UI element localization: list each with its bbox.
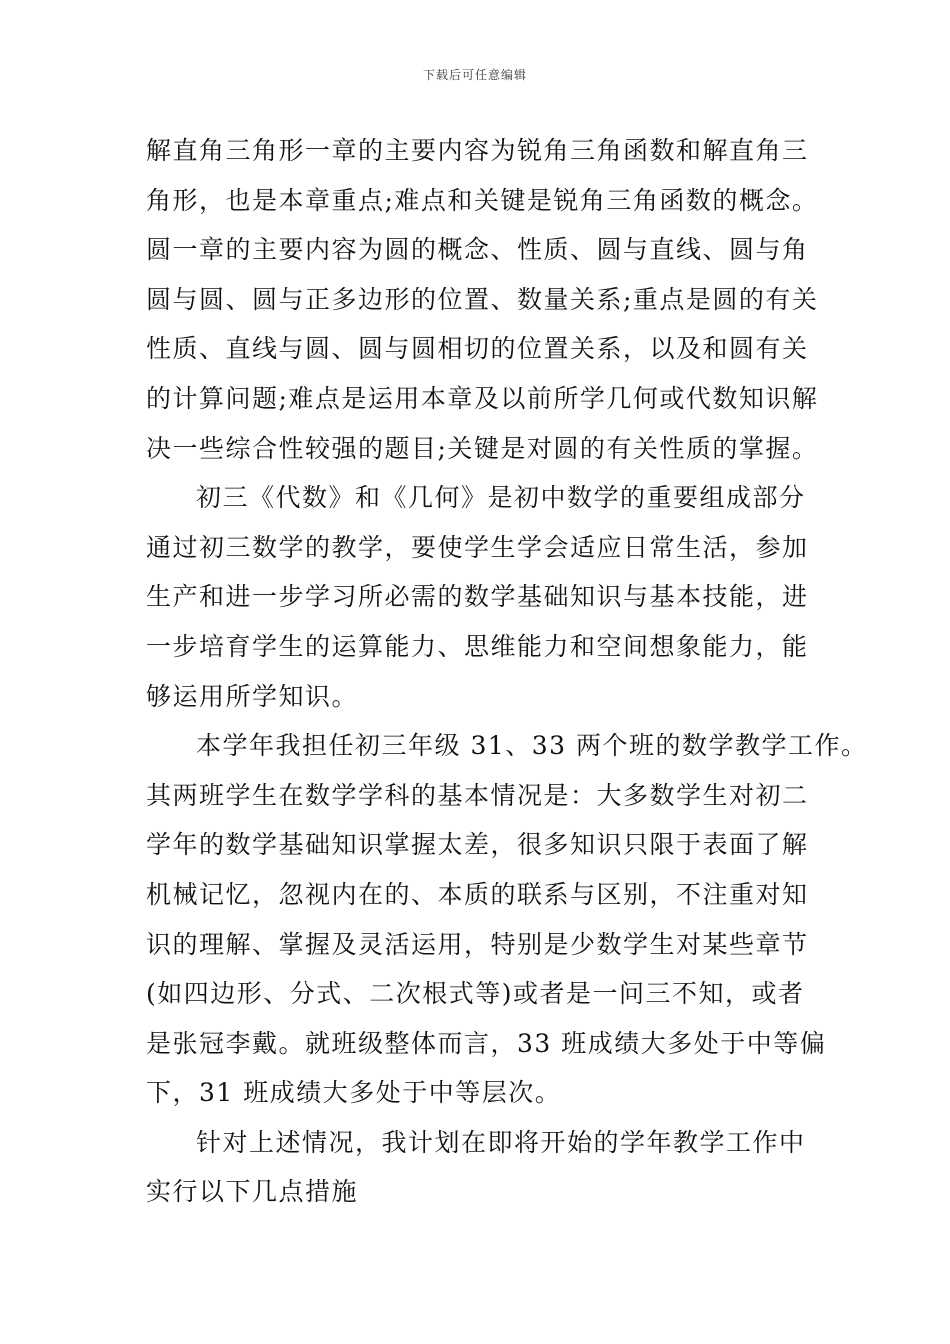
text-line: 决一些综合性较强的题目;关键是对圆的有关性质的掌握。 — [146, 433, 819, 463]
text-line: 下，31 班成绩大多处于中等层次。 — [146, 1078, 562, 1108]
text-line: 角形，也是本章重点;难点和关键是锐角三角函数的概念。 — [146, 185, 819, 215]
text-line: 的计算问题;难点是运用本章及以前所学几何或代数知识解 — [146, 383, 819, 413]
text-line: 实行以下几点措施 — [146, 1177, 359, 1207]
text-line: 一步培育学生的运算能力、思维能力和空间想象能力，能 — [146, 631, 809, 661]
text-line: 解直角三角形一章的主要内容为锐角三角函数和解直角三 — [146, 136, 809, 165]
text-line: 通过初三数学的教学，要使学生学会适应日常生活，参加 — [146, 532, 809, 562]
text-line: 其两班学生在数学学科的基本情况是：大多数学生对初二 — [146, 780, 809, 810]
text-line: 是张冠李戴。就班级整体而言，33 班成绩大多处于中等偏 — [146, 1028, 827, 1058]
text-line: 性质、直线与圆、圆与圆相切的位置关系，以及和圆有关 — [146, 334, 809, 364]
text-line: 圆一章的主要内容为圆的概念、性质、圆与直线、圆与角 — [146, 235, 809, 265]
paragraph-first-line: 初三《代数》和《几何》是初中数学的重要组成部分 — [196, 483, 806, 513]
text-line: 机械记忆，忽视内在的、本质的联系与区别，不注重对知 — [146, 879, 809, 909]
text-line: 生产和进一步学习所必需的数学基础知识与基本技能，进 — [146, 582, 809, 612]
page-header: 下载后可任意编辑 — [422, 68, 527, 82]
text-line: 圆与圆、圆与正多边形的位置、数量关系;重点是圆的有关 — [146, 284, 819, 314]
text-line: (如四边形、分式、二次根式等)或者是一问三不知，或者 — [146, 979, 805, 1009]
paragraph-first-line: 针对上述情况，我计划在即将开始的学年教学工作中 — [196, 1127, 806, 1157]
text-line: 学年的数学基础知识掌握太差，很多知识只限于表面了解 — [146, 830, 809, 860]
text-line: 够运用所学知识。 — [146, 681, 359, 711]
text-line: 识的理解、掌握及灵活运用，特别是少数学生对某些章节 — [146, 929, 809, 959]
document-body — [146, 126, 868, 1217]
paragraph-first-line: 本学年我担任初三年级 31、33 两个班的数学教学工作。 — [196, 731, 868, 761]
